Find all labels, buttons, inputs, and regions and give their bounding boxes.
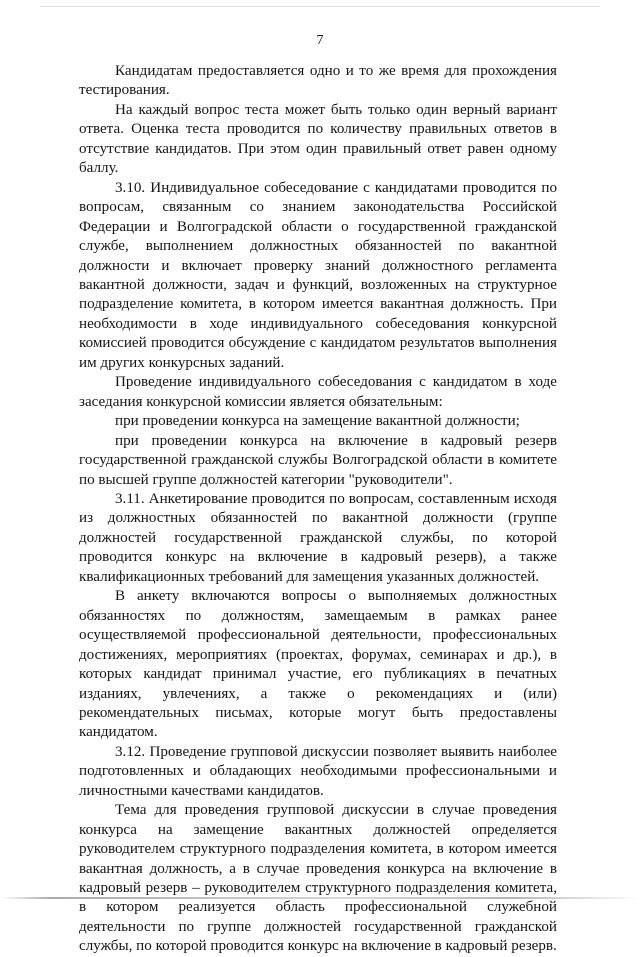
paragraph-test-answer: На каждый вопрос теста может быть только один верный вариант ответа. Оценка теста проводится по количеству правильных ответов в отсутствие кандидатов. При этом один правильный ответ равен одному баллу. bbox=[79, 101, 557, 177]
paragraph-3-11-questionnaire: 3.11. Анкетирование проводится по вопросам, составленным исходя из должностных обязанностей по вакантной должности (группе должностей государственной гражданской службы, по которой проводится конкурс на включение в кадровый резерв), а также квалификационных требований для замещения указанных должностей. bbox=[79, 490, 557, 585]
paragraph-interview-mandatory: Проведение индивидуального собеседования с кандидатом в ходе заседания конкурсной комиссии является обязательным: bbox=[79, 374, 557, 410]
document-body bbox=[79, 62, 557, 957]
paragraph-testing-time: Кандидатам предоставляется одно и то же время для прохождения тестирования. bbox=[79, 63, 557, 99]
paragraph-reserve-contest: при проведении конкурса на включение в кадровый резерв государственной гражданской службы Волгоградской области в комитете по высшей группе должностей категории "руководители". bbox=[79, 432, 557, 488]
page-number: 7 bbox=[316, 33, 324, 48]
paragraph-3-12-group-discussion: 3.12. Проведение групповой дискуссии позволяет выявить наиболее подготовленных и обладающих необходимыми профессиональными и личностными качествами кандидатов. bbox=[79, 743, 557, 799]
paragraph-3-10-interview: 3.10. Индивидуальное собеседование с кандидатами проводится по вопросам, связанным со знанием законодательства Российской Федерации и Волгоградской области о государственной гражданской службе, выполнением должностных обязанностей по вакантной должности и включает проверку знаний должностного регламента вакантной должности, задач и функций, возложенных на структурное подразделение комитета, в котором имеется вакантная должность. При необходимости в ходе индивидуального собеседования конкурсной комиссией проводится обсуждение с кандидатом результатов выполнения им других конкурсных заданий. bbox=[79, 179, 557, 371]
scan-edge-bottom bbox=[0, 897, 640, 899]
paragraph-vacancy-contest: при проведении конкурса на замещение вакантной должности; bbox=[115, 413, 520, 430]
paragraph-questionnaire-content: В анкету включаются вопросы о выполняемых должностных обязанностях по должностям, замещаемым в рамках ранее осуществляемой профессиональной деятельности, профессиональных достижениях, мероприятиях (проектах, форумах, семинарах и др.), в которых кандидат принимал участие, его публикациях в печатных изданиях, увлечениях, а также о рекомендациях и (или) рекомендательных письмах, которые могут быть предоставлены кандидатом. bbox=[79, 588, 557, 741]
scan-edge-top bbox=[40, 6, 600, 7]
paragraph-discussion-topic: Тема для проведения групповой дискуссии в случае проведения конкурса на замещение вакантных должностей определяется руководителем структурного подразделения комитета, в котором имеется вакантная должность, а в случае проведения конкурса на включение в кадровый резерв – руководителем структурного подразделения комитета, в котором реализуется область профессиональной служебной деятельности по группе должностей государственной гражданской службы, по которой проводится конкурс на включение в кадровый резерв. bbox=[79, 802, 557, 955]
